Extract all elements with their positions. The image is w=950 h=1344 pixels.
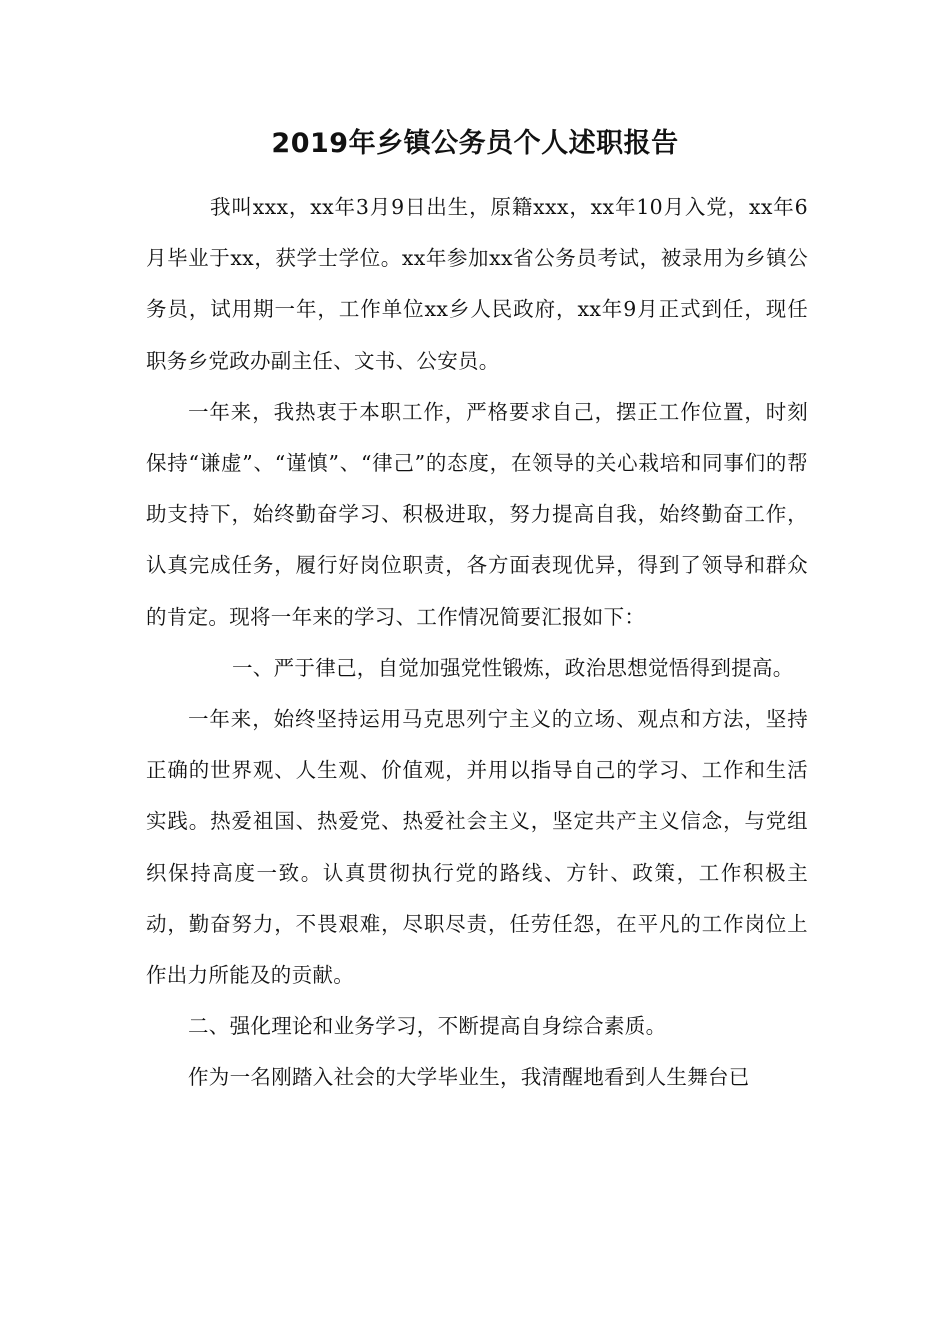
section-heading-1: 一、严于律己，自觉加强党性锻炼，政治思想觉悟得到提高。 bbox=[232, 655, 794, 680]
paragraph-summary-intro: 一年来，我热衷于本职工作，严格要求自己，摆正工作位置，时刻保持“谦虚”、“谨慎”、“律己”的态度，在领导的关心栽培和同事们的帮助支持下，始终勤奋学习、积极进取，努力提高自我，始终勤奋工作，认真完成任务，履行好岗位职责，各方面表现优异，得到了领导和群众的肯定。现将一年来的学习、工作情况简要汇报如下： bbox=[146, 399, 808, 629]
paragraph-personal-info: 我叫xxx，xx年3月9日出生，原籍xxx，xx年10月入党，xx年6月毕业于xx，获学士学位。xx年参加xx省公务员考试，被录用为乡镇公务员，试用期一年，工作单位xx乡人民政府，xx年9月正式到任，现任职务乡党政办副主任、文书、公安员。 bbox=[146, 195, 808, 373]
paragraph-section-1: 一年来，始终坚持运用马克思列宁主义的立场、观点和方法，坚持正确的世界观、人生观、价值观，并用以指导自己的学习、工作和生活实践。热爱祖国、热爱党、热爱社会主义，坚定共产主义信念，与党组织保持高度一致。认真贯彻执行党的路线、方针、政策，工作积极主动，勤奋努力，不畏艰难，尽职尽责，任劳任怨，在平凡的工作岗位上作出力所能及的贡献。 bbox=[146, 707, 808, 988]
paragraph-section-2: 作为一名刚踏入社会的大学毕业生，我清醒地看到人生舞台已 bbox=[188, 1065, 750, 1090]
section-heading-2: 二、强化理论和业务学习，不断提高自身综合素质。 bbox=[188, 1014, 667, 1039]
document-body bbox=[146, 182, 808, 1104]
document-title: 2019年乡镇公务员个人述职报告 bbox=[271, 128, 679, 159]
